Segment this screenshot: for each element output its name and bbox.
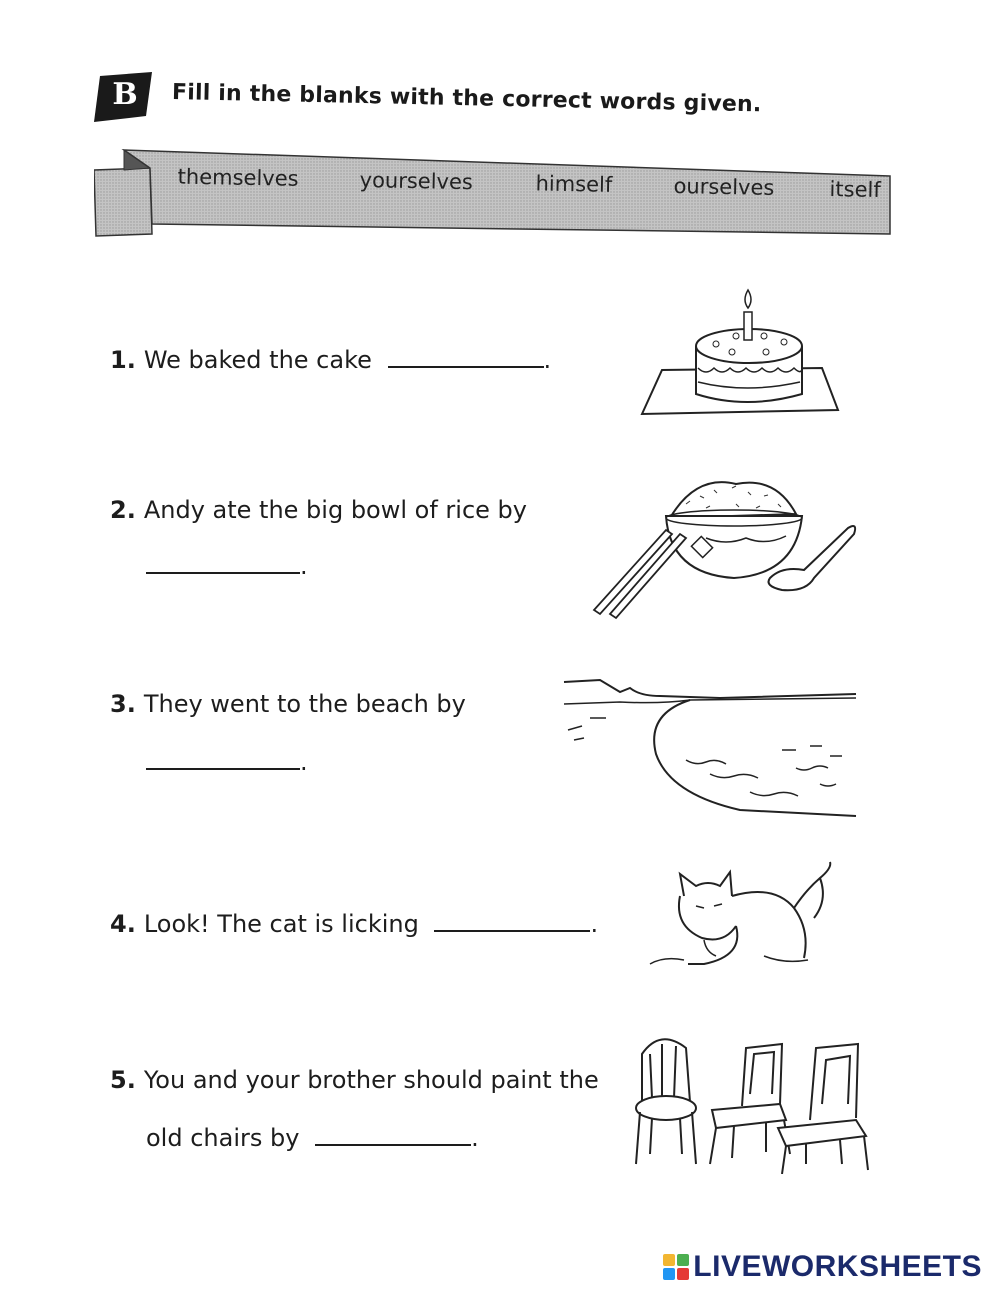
- question-2-answer-line: [146, 548, 308, 580]
- cat-licking-icon: [644, 860, 838, 972]
- old-chairs-icon: [630, 1024, 874, 1174]
- question-1: [110, 342, 551, 374]
- liveworksheets-logo: [663, 1250, 982, 1284]
- question-5: [110, 1066, 599, 1094]
- question-3: [110, 690, 466, 718]
- question-number: 3.: [110, 690, 136, 718]
- word-bank-item: themselves: [177, 164, 299, 191]
- word-bank-item: ourselves: [673, 174, 775, 200]
- word-bank-item: yourselves: [359, 168, 474, 195]
- question-number: 1.: [110, 346, 136, 374]
- beach-icon: [560, 674, 860, 820]
- section-letter: B: [112, 77, 138, 112]
- word-bank-item: himself: [535, 171, 613, 197]
- logo-squares-icon: [663, 1254, 689, 1280]
- answer-blank-1[interactable]: [388, 342, 544, 368]
- question-3-answer-line: [146, 744, 308, 776]
- birthday-cake-icon: [636, 286, 842, 422]
- brand-name: LIVEWORKSHEETS: [693, 1250, 982, 1283]
- question-text: We baked the cake: [143, 346, 372, 374]
- question-4: [110, 906, 598, 938]
- answer-blank-4[interactable]: [434, 906, 590, 932]
- question-end: .: [590, 910, 599, 938]
- question-5-line-2: [146, 1120, 479, 1152]
- question-text: Andy ate the big bowl of rice by: [143, 496, 527, 524]
- question-end: .: [471, 1124, 479, 1152]
- question-end: .: [300, 748, 308, 776]
- question-number: 5.: [110, 1066, 136, 1094]
- question-text: Look! The cat is licking: [143, 910, 419, 938]
- question-text: You and your brother should paint the: [143, 1066, 599, 1094]
- answer-blank-3[interactable]: [146, 744, 300, 770]
- section-flag: [94, 72, 156, 122]
- question-end: .: [300, 552, 308, 580]
- question-number: 4.: [110, 910, 136, 938]
- instruction-heading: Fill in the blanks with the correct words given.: [171, 80, 762, 118]
- word-bank-item: itself: [829, 177, 881, 203]
- question-2: [110, 496, 527, 524]
- rice-bowl-icon: [586, 474, 862, 620]
- question-text-continued: old chairs by: [146, 1124, 300, 1152]
- question-text: They went to the beach by: [143, 690, 466, 718]
- answer-blank-5[interactable]: [315, 1120, 471, 1146]
- question-end: .: [543, 346, 552, 374]
- question-number: 2.: [110, 496, 136, 524]
- answer-blank-2[interactable]: [146, 548, 300, 574]
